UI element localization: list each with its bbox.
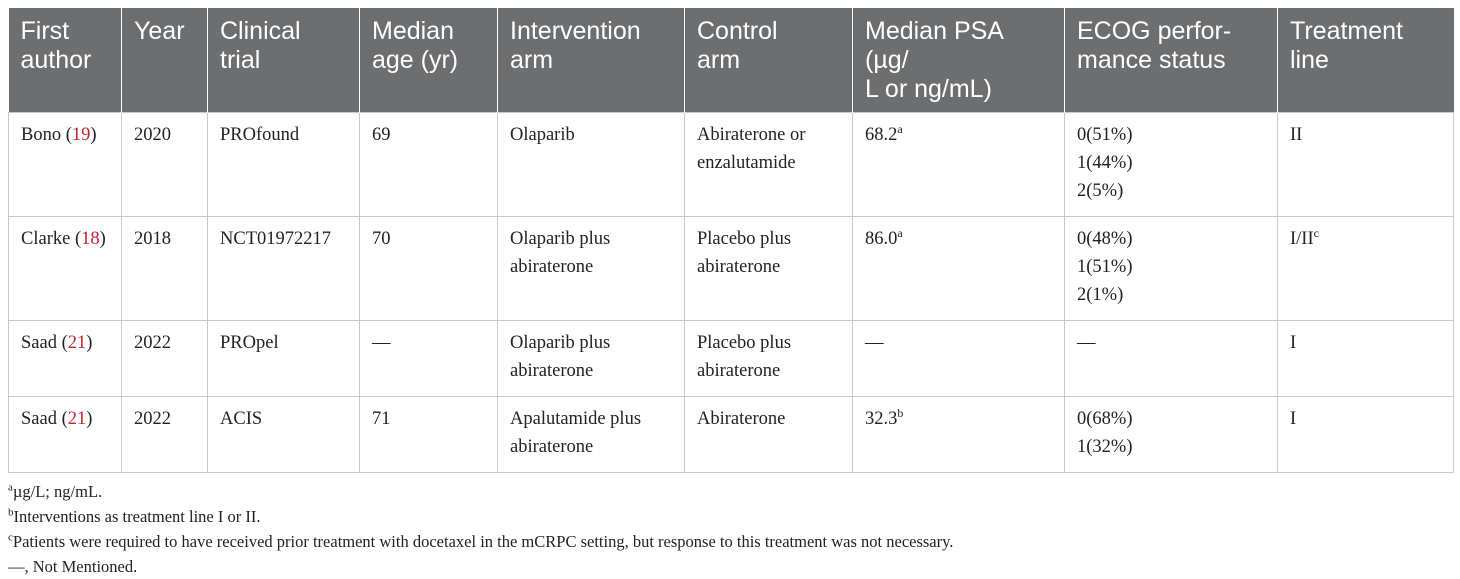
footnote <box>8 529 1453 554</box>
author-name: Saad <box>21 409 57 429</box>
cell-line: Olaparib plus <box>510 229 611 249</box>
footnote-text: µg/L; ng/mL. <box>12 482 103 501</box>
cell-line: enzalutamide <box>697 153 796 173</box>
column-header-line: mance status <box>1077 46 1226 74</box>
footnote-text: —, Not Mentioned. <box>8 557 138 576</box>
cell-treatment-line <box>1278 113 1454 217</box>
treatment-line-value: I <box>1290 409 1297 429</box>
cell-clinical-trial: ACIS <box>208 397 360 473</box>
cell-control-arm <box>685 397 853 473</box>
column-header-line: Year <box>134 17 185 45</box>
cell-treatment-line <box>1278 321 1454 397</box>
cell-median-psa <box>853 321 1065 397</box>
cell-treatment-line <box>1278 217 1454 321</box>
cell-control-arm <box>685 321 853 397</box>
column-header-line: arm <box>697 46 741 74</box>
cell-line: 1(44%) <box>1077 153 1133 173</box>
cell-median-psa <box>853 113 1065 217</box>
column-header <box>122 8 208 113</box>
cell-intervention-arm <box>498 321 685 397</box>
cell-intervention-arm <box>498 397 685 473</box>
column-header-line: Median PSA (µg/ <box>865 17 1003 74</box>
footnote <box>8 554 1453 579</box>
cell-year: 2022 <box>122 321 208 397</box>
column-header-line: ECOG perfor- <box>1077 17 1232 45</box>
table-row <box>9 113 1454 217</box>
reference-link[interactable]: 19 <box>71 125 91 145</box>
cell-ecog-status <box>1065 321 1278 397</box>
table-row <box>9 397 1454 473</box>
cell-first-author: Clarke (18) <box>9 217 122 321</box>
footnote-mark: a <box>8 481 13 494</box>
clinical-trials-table <box>8 8 1454 473</box>
column-header-line: line <box>1290 46 1329 74</box>
cell-median-age: — <box>360 321 498 397</box>
cell-treatment-line <box>1278 397 1454 473</box>
psa-value: — <box>865 333 884 353</box>
footnote-mark: b <box>897 405 904 420</box>
column-header-line: L or ng/mL) <box>865 75 992 103</box>
cell-line: 1(51%) <box>1077 257 1133 277</box>
cell-line: Placebo plus <box>697 333 792 353</box>
cell-clinical-trial: PROpel <box>208 321 360 397</box>
cell-ecog-status <box>1065 397 1278 473</box>
cell-year: 2020 <box>122 113 208 217</box>
psa-value: 86.0 <box>865 229 898 249</box>
reference-link[interactable]: 18 <box>81 229 100 249</box>
column-header-line: author <box>20 46 92 74</box>
column-header <box>208 8 360 113</box>
cell-line: abiraterone <box>697 361 781 381</box>
cell-line: Abiraterone or <box>697 125 806 145</box>
column-header-line: age (yr) <box>372 46 459 74</box>
cell-line: abiraterone <box>697 257 781 277</box>
cell-line: 2(1%) <box>1077 285 1124 305</box>
cell-clinical-trial: NCT01972217 <box>208 217 360 321</box>
column-header <box>1278 8 1454 113</box>
cell-first-author: Saad (21) <box>9 321 122 397</box>
cell-line: — <box>1077 333 1096 353</box>
cell-first-author: Saad (21) <box>9 397 122 473</box>
cell-line: 0(51%) <box>1077 125 1133 145</box>
footnote-mark: c <box>1313 225 1319 240</box>
psa-value: 32.3 <box>865 409 898 429</box>
column-header <box>1065 8 1278 113</box>
column-header-line: Treatment <box>1290 17 1404 45</box>
reference-link[interactable]: 21 <box>67 409 87 429</box>
table-body <box>9 113 1454 473</box>
column-header-line: First <box>20 17 70 45</box>
cell-median-age: 69 <box>360 113 498 217</box>
cell-line: abiraterone <box>510 437 594 457</box>
cell-ecog-status <box>1065 217 1278 321</box>
cell-median-psa <box>853 217 1065 321</box>
footnote <box>8 479 1453 504</box>
treatment-line-value: I/II <box>1290 229 1314 249</box>
column-header-line: trial <box>220 46 261 74</box>
column-header-line: Control <box>697 17 778 45</box>
column-header-line: Median <box>372 17 454 45</box>
cell-line: 1(32%) <box>1077 437 1133 457</box>
cell-line: Placebo plus <box>697 229 792 249</box>
footnote-mark: a <box>897 121 903 136</box>
reference-link[interactable]: 21 <box>67 333 87 353</box>
column-header <box>685 8 853 113</box>
column-header-line: Clinical <box>220 17 301 45</box>
cell-intervention-arm <box>498 217 685 321</box>
footnote-text: Patients were required to have received prior treatment with docetaxel in the mCRPC setting, but response to this treatment was not necessary. <box>12 532 954 551</box>
column-header <box>498 8 685 113</box>
cell-line: abiraterone <box>510 361 594 381</box>
cell-control-arm <box>685 217 853 321</box>
psa-value: 68.2 <box>865 125 898 145</box>
footnotes <box>8 479 1453 579</box>
footnote-mark: b <box>8 506 14 519</box>
cell-year: 2018 <box>122 217 208 321</box>
column-header <box>9 8 122 113</box>
footnote-mark: a <box>897 225 903 240</box>
cell-line: 2(5%) <box>1077 181 1124 201</box>
cell-line: abiraterone <box>510 257 594 277</box>
cell-line: Apalutamide plus <box>510 409 642 429</box>
treatment-line-value: I <box>1290 333 1297 353</box>
cell-intervention-arm <box>498 113 685 217</box>
column-header <box>853 8 1065 113</box>
column-header-line: Intervention <box>510 17 641 45</box>
author-name: Clarke <box>21 229 71 249</box>
footnote <box>8 504 1453 529</box>
cell-line: 0(68%) <box>1077 409 1133 429</box>
cell-line: Abiraterone <box>697 409 786 429</box>
header-row <box>9 8 1454 113</box>
table-row <box>9 321 1454 397</box>
treatment-line-value: II <box>1290 125 1303 145</box>
cell-year: 2022 <box>122 397 208 473</box>
footnote-text: Interventions as treatment line I or II. <box>13 507 261 526</box>
cell-ecog-status <box>1065 113 1278 217</box>
cell-line: Olaparib plus <box>510 333 611 353</box>
author-name: Bono <box>21 125 62 145</box>
table-row <box>9 217 1454 321</box>
cell-line: 0(48%) <box>1077 229 1133 249</box>
table-container <box>8 8 1453 579</box>
cell-control-arm <box>685 113 853 217</box>
column-header <box>360 8 498 113</box>
author-name: Saad <box>21 333 57 353</box>
cell-clinical-trial: PROfound <box>208 113 360 217</box>
cell-median-age: 70 <box>360 217 498 321</box>
cell-median-psa <box>853 397 1065 473</box>
column-header-line: arm <box>510 46 554 74</box>
footnote-mark: c <box>8 531 13 544</box>
cell-median-age: 71 <box>360 397 498 473</box>
cell-line: Olaparib <box>510 125 575 145</box>
cell-first-author: Bono (19) <box>9 113 122 217</box>
